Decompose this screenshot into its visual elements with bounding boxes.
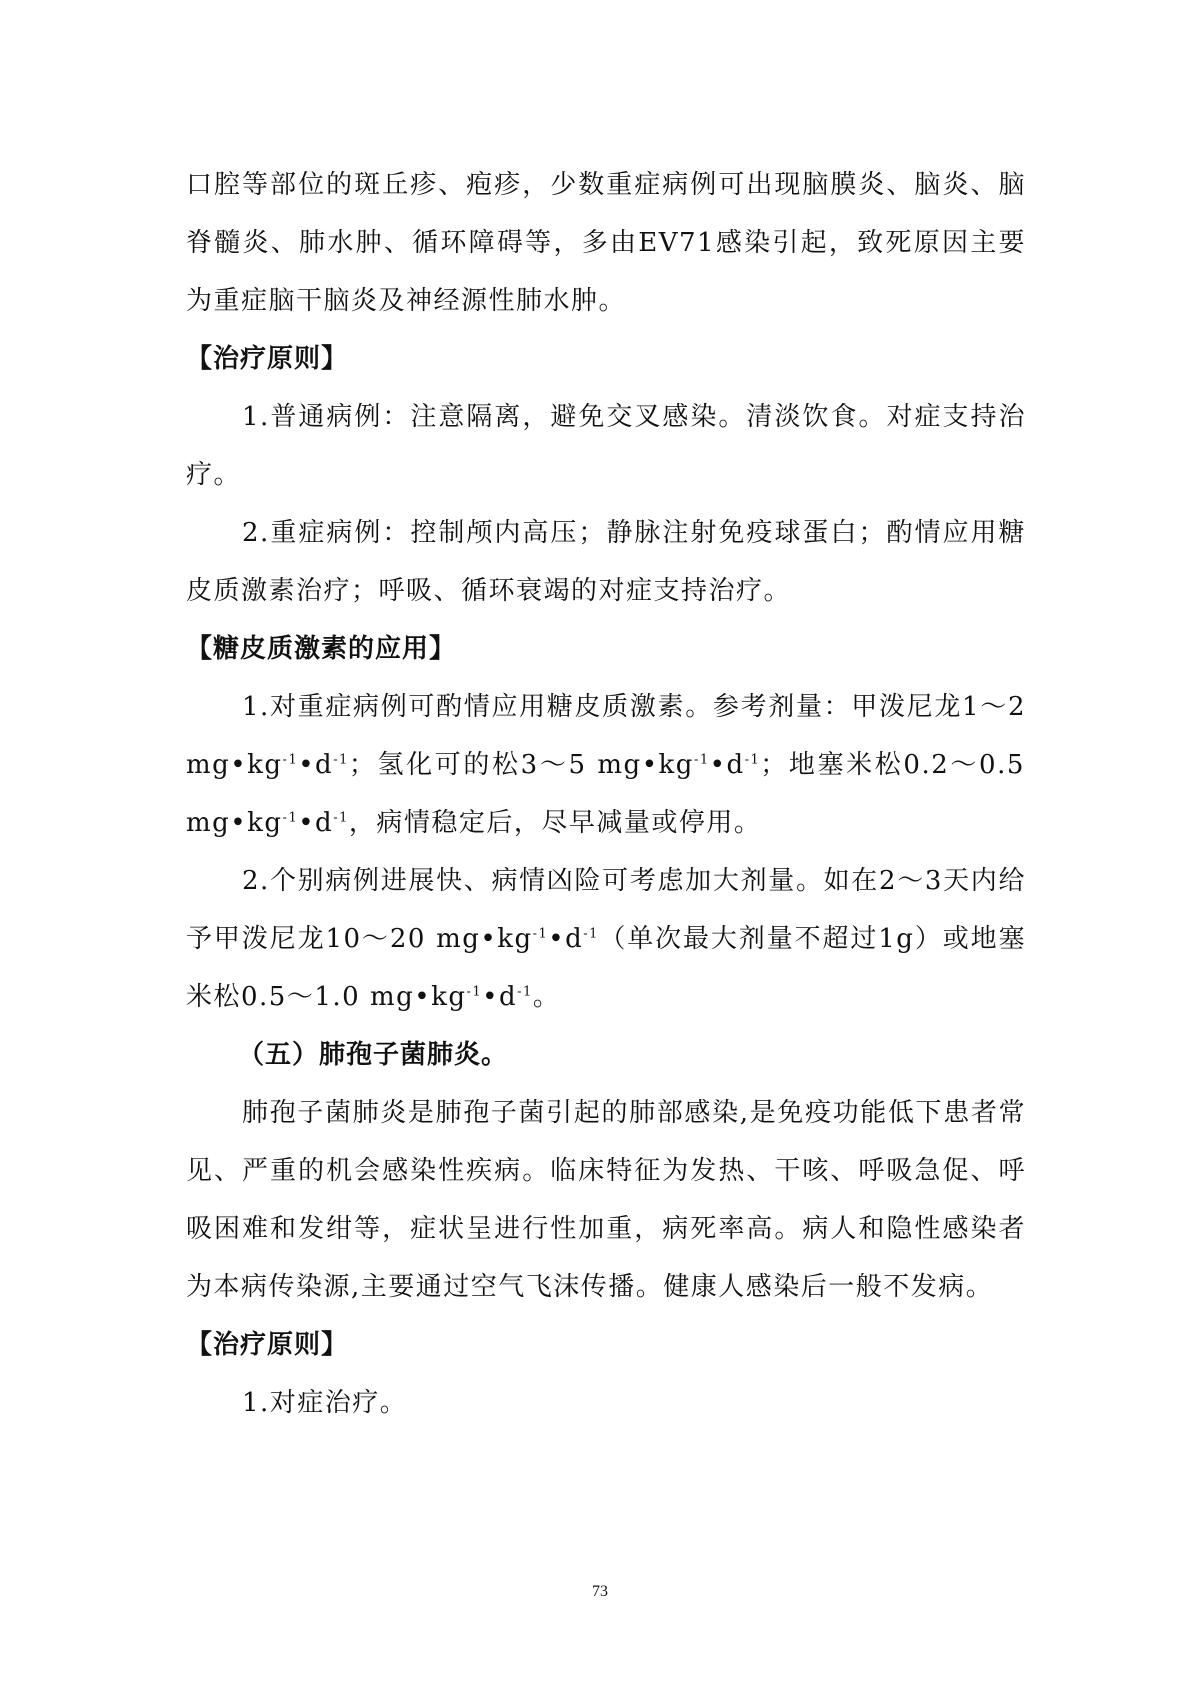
dose-unit-5-mid: •d	[482, 982, 518, 1012]
dose-unit-3-exp2: -1	[333, 810, 349, 826]
dose-unit-4	[426, 924, 599, 954]
dose-unit-3	[186, 808, 349, 838]
page-content	[186, 156, 1026, 1432]
dose-unit-5-exp2: -1	[517, 984, 533, 1000]
dose-unit-2-base: mg•kg	[586, 750, 694, 780]
dose-unit-5-base: mg•kg	[360, 982, 467, 1012]
dose-unit-1	[186, 750, 349, 780]
subheading-pneumocystis-pneumonia: （五）肺孢子菌肺炎。	[238, 1040, 509, 1070]
glucocorticoid-item-2-text-b: （单次最大剂量不超过1g）或地塞米松0.5～1.0	[186, 924, 1027, 1012]
dose-unit-4-base: mg•kg	[425, 924, 533, 954]
dose-unit-4-mid: •d	[548, 924, 584, 954]
dose-unit-3-base: mg•kg	[186, 808, 283, 838]
glucocorticoid-item-2-text-c: 。	[532, 982, 561, 1012]
section-heading-treatment-principles-2: 【治疗原则】	[186, 1330, 349, 1360]
glucocorticoid-item-1-text-b: ；氢化可的松3～5	[348, 750, 587, 780]
dose-unit-1-exp: -1	[282, 752, 299, 768]
glucocorticoid-item-2-text-a: 2.个别病例进展快、病情凶险可考虑加大剂量。如在2～3天内给予甲泼尼龙10～20	[186, 866, 1026, 954]
intro-paragraph: 口腔等部位的斑丘疹、疱疹，少数重症病例可出现脑膜炎、脑炎、脑脊髓炎、肺水肿、循环障碍等，多由EV71感染引起，致死原因主要为重症脑干脑炎及神经源性肺水肿。	[186, 170, 1026, 316]
dose-unit-2-exp2: -1	[744, 752, 761, 768]
page-number: 73	[592, 1583, 608, 1600]
dose-unit-4-exp2: -1	[583, 926, 599, 942]
dose-unit-4-exp: -1	[532, 926, 549, 942]
dose-unit-1-mid: •d	[298, 750, 334, 780]
pneumocystis-description: 肺孢子菌肺炎是肺孢子菌引起的肺部感染,是免疫功能低下患者常见、严重的机会感染性疾病。临床特征为发热、干咳、呼吸急促、呼吸困难和发绀等，症状呈进行性加重，病死率高。病人和隐性感染者为本病传染源,主要通过空气飞沫传播。健康人感染后一般不发病。	[186, 1098, 1026, 1302]
dose-unit-1-exp2: -1	[333, 752, 349, 768]
glucocorticoid-item-1-text-d: ，病情稳定后，尽早减量或停用。	[348, 808, 762, 838]
treatment-item-common-cases: 1.普通病例：注意隔离，避免交叉感染。清淡饮食。对症支持治疗。	[186, 402, 1026, 490]
dose-unit-3-mid: •d	[298, 808, 334, 838]
dose-unit-5-exp: -1	[466, 984, 483, 1000]
dose-unit-1-base: mg•kg	[186, 750, 283, 780]
treatment-item-severe-cases: 2.重症病例：控制颅内高压；静脉注射免疫球蛋白；酌情应用糖皮质激素治疗；呼吸、循环衰竭的对症支持治疗。	[186, 518, 1026, 606]
dose-unit-3-exp: -1	[282, 810, 299, 826]
dose-unit-2	[587, 750, 761, 780]
glucocorticoid-item-1-text-a: 1.对重症病例可酌情应用糖皮质激素。参考剂量：甲泼尼龙1～2	[242, 692, 1026, 722]
glucocorticoid-item-2	[186, 852, 1026, 1026]
section-heading-treatment-principles: 【治疗原则】	[186, 344, 349, 374]
glucocorticoid-item-1-text-c: ；地塞米松0.2～0.5	[760, 750, 1025, 780]
treatment-item-symptomatic: 1.对症治疗。	[242, 1388, 408, 1418]
glucocorticoid-item-1	[186, 678, 1026, 852]
section-heading-glucocorticoid-use: 【糖皮质激素的应用】	[186, 634, 457, 664]
dose-unit-5	[360, 982, 533, 1012]
dose-unit-2-mid: •d	[709, 750, 745, 780]
dose-unit-2-exp: -1	[693, 752, 710, 768]
